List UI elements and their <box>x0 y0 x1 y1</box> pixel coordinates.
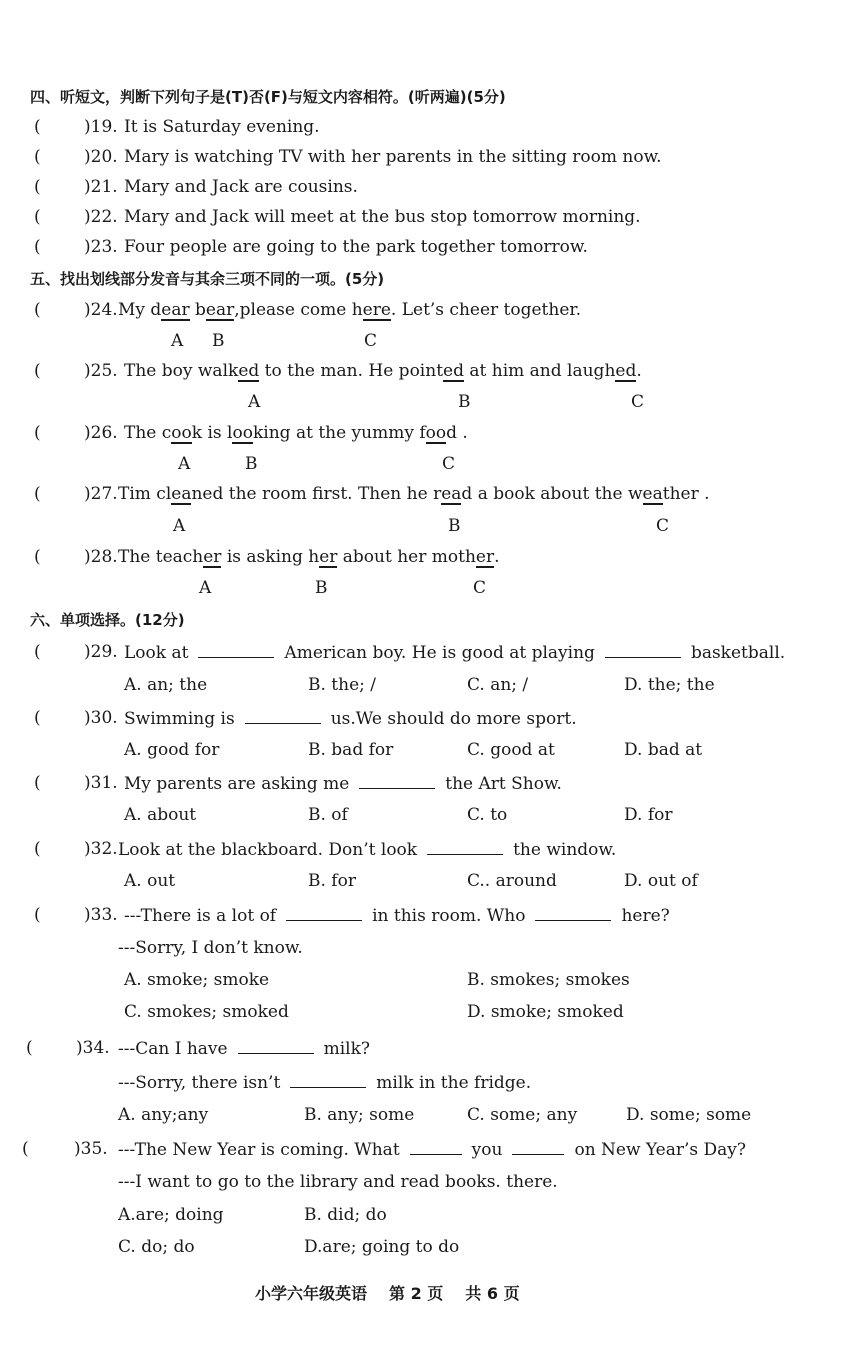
text-part: My d <box>118 300 162 320</box>
question-number: )33. <box>84 905 118 925</box>
question-35-reply: ---I want to go to the library and read books. there. <box>118 1172 558 1192</box>
answer-paren: ( <box>34 423 41 443</box>
text-part: king at the yummy f <box>252 423 426 443</box>
text-part: The teach <box>118 547 204 567</box>
text-part: The boy walk <box>124 361 239 381</box>
answer-paren: ( <box>34 361 41 381</box>
question-text <box>124 422 468 444</box>
underlined-part-c: er <box>475 547 495 567</box>
text-part: ---The New Year is coming. What <box>118 1140 400 1160</box>
answer-blank[interactable] <box>512 1138 564 1155</box>
text-part: ---Can I have <box>118 1039 228 1059</box>
letter-b: B <box>458 392 471 412</box>
text-part: the Art Show. <box>445 774 562 794</box>
letter-c: C <box>442 454 456 474</box>
answer-paren: ( <box>34 300 41 320</box>
underlined-part-b: ed <box>443 361 464 381</box>
letter-b: B <box>448 516 461 536</box>
answer-blank[interactable] <box>359 772 435 789</box>
text-part: ther . <box>662 484 710 504</box>
question-text <box>118 546 499 568</box>
text-part: American boy. He is good at playing <box>284 643 595 663</box>
question-number: )32. <box>84 839 118 859</box>
question-number: )20. <box>84 147 118 167</box>
answer-paren: ( <box>34 839 41 859</box>
text-part: ---Sorry, there isn’t <box>118 1073 281 1093</box>
section-5-heading: 五、找出划线部分发音与其余三项不同的一项。(5分) <box>30 270 385 288</box>
option-d: D.are; going to do <box>304 1237 460 1257</box>
answer-paren: ( <box>26 1038 33 1058</box>
letter-c: C <box>364 331 378 351</box>
footer-total-pages: 共 6 页 <box>465 1284 520 1303</box>
text-part: d a book about the w <box>461 484 643 504</box>
option-c: C. good at <box>467 740 555 760</box>
letter-c: C <box>656 516 670 536</box>
underlined-part-a: er <box>203 547 222 567</box>
option-d: D. bad at <box>624 740 703 760</box>
answer-paren: ( <box>22 1139 29 1159</box>
text-part: basketball. <box>690 643 786 663</box>
question-number: )35. <box>74 1139 108 1159</box>
answer-blank[interactable] <box>410 1138 462 1155</box>
option-c: C. smokes; smoked <box>124 1002 289 1022</box>
question-number: )22. <box>84 207 118 227</box>
answer-paren: ( <box>34 237 41 257</box>
option-a: A. about <box>124 805 197 825</box>
question-text <box>124 641 785 664</box>
answer-paren: ( <box>34 147 41 167</box>
underlined-part-a: ed <box>238 361 260 381</box>
underlined-part-c: ed <box>615 361 637 381</box>
question-text <box>124 360 642 382</box>
question-number: )25. <box>84 361 118 381</box>
text-part: My parents are asking me <box>124 774 350 794</box>
question-text <box>118 299 581 321</box>
option-d: D. for <box>624 805 673 825</box>
question-text <box>124 772 562 795</box>
underlined-part-b: er <box>319 547 338 567</box>
question-text <box>118 1037 370 1060</box>
letter-a: A <box>171 331 184 351</box>
question-number: )31. <box>84 773 118 793</box>
letter-b: B <box>245 454 258 474</box>
question-number: )21. <box>84 177 118 197</box>
underlined-part-b: ear <box>205 300 235 320</box>
question-number: )30. <box>84 708 118 728</box>
text-part: is asking h <box>221 547 320 567</box>
text-part: Look at <box>124 643 189 663</box>
letter-a: A <box>199 578 212 598</box>
letter-a: A <box>178 454 191 474</box>
text-part: ned the room first. Then he r <box>191 484 442 504</box>
footer-page-number: 第 2 页 <box>389 1284 444 1303</box>
text-part: ---There is a lot of <box>124 906 277 926</box>
letter-a: A <box>173 516 186 536</box>
answer-blank[interactable] <box>238 1037 314 1054</box>
option-c: C. some; any <box>467 1105 578 1125</box>
text-part: us.We should do more sport. <box>330 709 577 729</box>
text-part: the window. <box>513 840 617 860</box>
question-text <box>118 1138 746 1161</box>
answer-blank[interactable] <box>290 1071 366 1088</box>
underlined-part-c: ea <box>642 484 663 504</box>
question-number: )19. <box>84 117 118 137</box>
underlined-part-a: ea <box>171 484 192 504</box>
text-part: on New Year’s Day? <box>574 1140 747 1160</box>
question-33-reply: ---Sorry, I don’t know. <box>118 938 303 958</box>
answer-blank[interactable] <box>605 641 681 658</box>
text-part: . Let’s cheer together. <box>390 300 582 320</box>
option-a: A. any;any <box>118 1105 209 1125</box>
option-b: B. the; / <box>308 675 376 695</box>
answer-blank[interactable] <box>286 904 362 921</box>
underlined-part-b: oo <box>232 423 253 443</box>
option-b: B. bad for <box>308 740 394 760</box>
answer-paren: ( <box>34 547 41 567</box>
option-c: C. to <box>467 805 508 825</box>
footer-subject: 小学六年级英语 <box>255 1284 368 1303</box>
question-text <box>118 483 710 505</box>
question-number: )26. <box>84 423 118 443</box>
letter-c: C <box>473 578 487 598</box>
text-part: . <box>494 547 500 567</box>
question-text: Mary and Jack are cousins. <box>124 177 358 197</box>
question-text: Four people are going to the park together tomorrow. <box>124 237 588 257</box>
answer-paren: ( <box>34 484 41 504</box>
answer-blank[interactable] <box>427 838 503 855</box>
question-number: )29. <box>84 642 118 662</box>
answer-blank[interactable] <box>535 904 611 921</box>
text-part: d . <box>446 423 468 443</box>
letter-b: B <box>315 578 328 598</box>
answer-paren: ( <box>34 117 41 137</box>
option-d: D. out of <box>624 871 698 891</box>
option-b: B. any; some <box>304 1105 415 1125</box>
text-part: in this room. Who <box>372 906 526 926</box>
answer-paren: ( <box>34 642 41 662</box>
text-part: to the man. He point <box>259 361 444 381</box>
text-part: you <box>471 1140 503 1160</box>
letter-a: A <box>248 392 261 412</box>
underlined-part-c: ere <box>362 300 391 320</box>
question-text <box>124 904 670 927</box>
text-part: . <box>636 361 642 381</box>
letter-c: C <box>631 392 645 412</box>
question-text <box>118 838 616 861</box>
text-part: milk? <box>323 1039 371 1059</box>
question-text <box>124 707 577 730</box>
answer-blank[interactable] <box>245 707 321 724</box>
option-a: A. out <box>124 871 176 891</box>
answer-paren: ( <box>34 177 41 197</box>
option-a: A. smoke; smoke <box>124 970 270 990</box>
text-part: milk in the fridge. <box>376 1073 532 1093</box>
answer-paren: ( <box>34 773 41 793</box>
underlined-part-a: ear <box>161 300 190 320</box>
question-number: )23. <box>84 237 118 257</box>
text-part: about her moth <box>337 547 476 567</box>
text-part: Tim cl <box>118 484 172 504</box>
option-d: D. smoke; smoked <box>467 1002 624 1022</box>
reply-text <box>118 1071 531 1094</box>
page-footer <box>255 1281 542 1304</box>
text-part: b <box>189 300 206 320</box>
text-part: ,please come h <box>234 300 363 320</box>
underlined-part-b: ea <box>441 484 462 504</box>
question-number: )28. <box>84 547 118 567</box>
option-b: B. of <box>308 805 348 825</box>
answer-paren: ( <box>34 207 41 227</box>
question-text: Mary and Jack will meet at the bus stop tomorrow morning. <box>124 207 641 227</box>
option-b: B. for <box>308 871 356 891</box>
question-number: )27. <box>84 484 118 504</box>
answer-blank[interactable] <box>198 641 274 658</box>
answer-paren: ( <box>34 708 41 728</box>
option-a: A. an; the <box>124 675 208 695</box>
section-4-heading: 四、听短文，判断下列句子是(T)否(F)与短文内容相符。(听两遍)(5分) <box>30 88 506 106</box>
option-a: A. good for <box>124 740 220 760</box>
option-a: A.are; doing <box>118 1205 224 1225</box>
answer-paren: ( <box>34 905 41 925</box>
option-c: C. an; / <box>467 675 529 695</box>
text-part: Swimming is <box>124 709 235 729</box>
question-number: )24. <box>84 300 118 320</box>
text-part: Look at the blackboard. Don’t look <box>118 840 418 860</box>
option-b: B. smokes; smokes <box>467 970 630 990</box>
text-part: here? <box>621 906 670 926</box>
text-part: at him and laugh <box>463 361 616 381</box>
question-text: It is Saturday evening. <box>124 117 320 137</box>
section-6-heading: 六、单项选择。(12分) <box>30 611 185 629</box>
underlined-part-c: oo <box>425 423 447 443</box>
text-part: The c <box>124 423 172 443</box>
option-c: C. do; do <box>118 1237 195 1257</box>
letter-b: B <box>212 331 225 351</box>
question-number: )34. <box>76 1038 110 1058</box>
underlined-part-a: oo <box>171 423 192 443</box>
option-d: D. the; the <box>624 675 715 695</box>
option-c: C.. around <box>467 871 557 891</box>
option-b: B. did; do <box>304 1205 387 1225</box>
question-text: Mary is watching TV with her parents in the sitting room now. <box>124 147 662 167</box>
option-d: D. some; some <box>626 1105 752 1125</box>
text-part: k is l <box>191 423 233 443</box>
